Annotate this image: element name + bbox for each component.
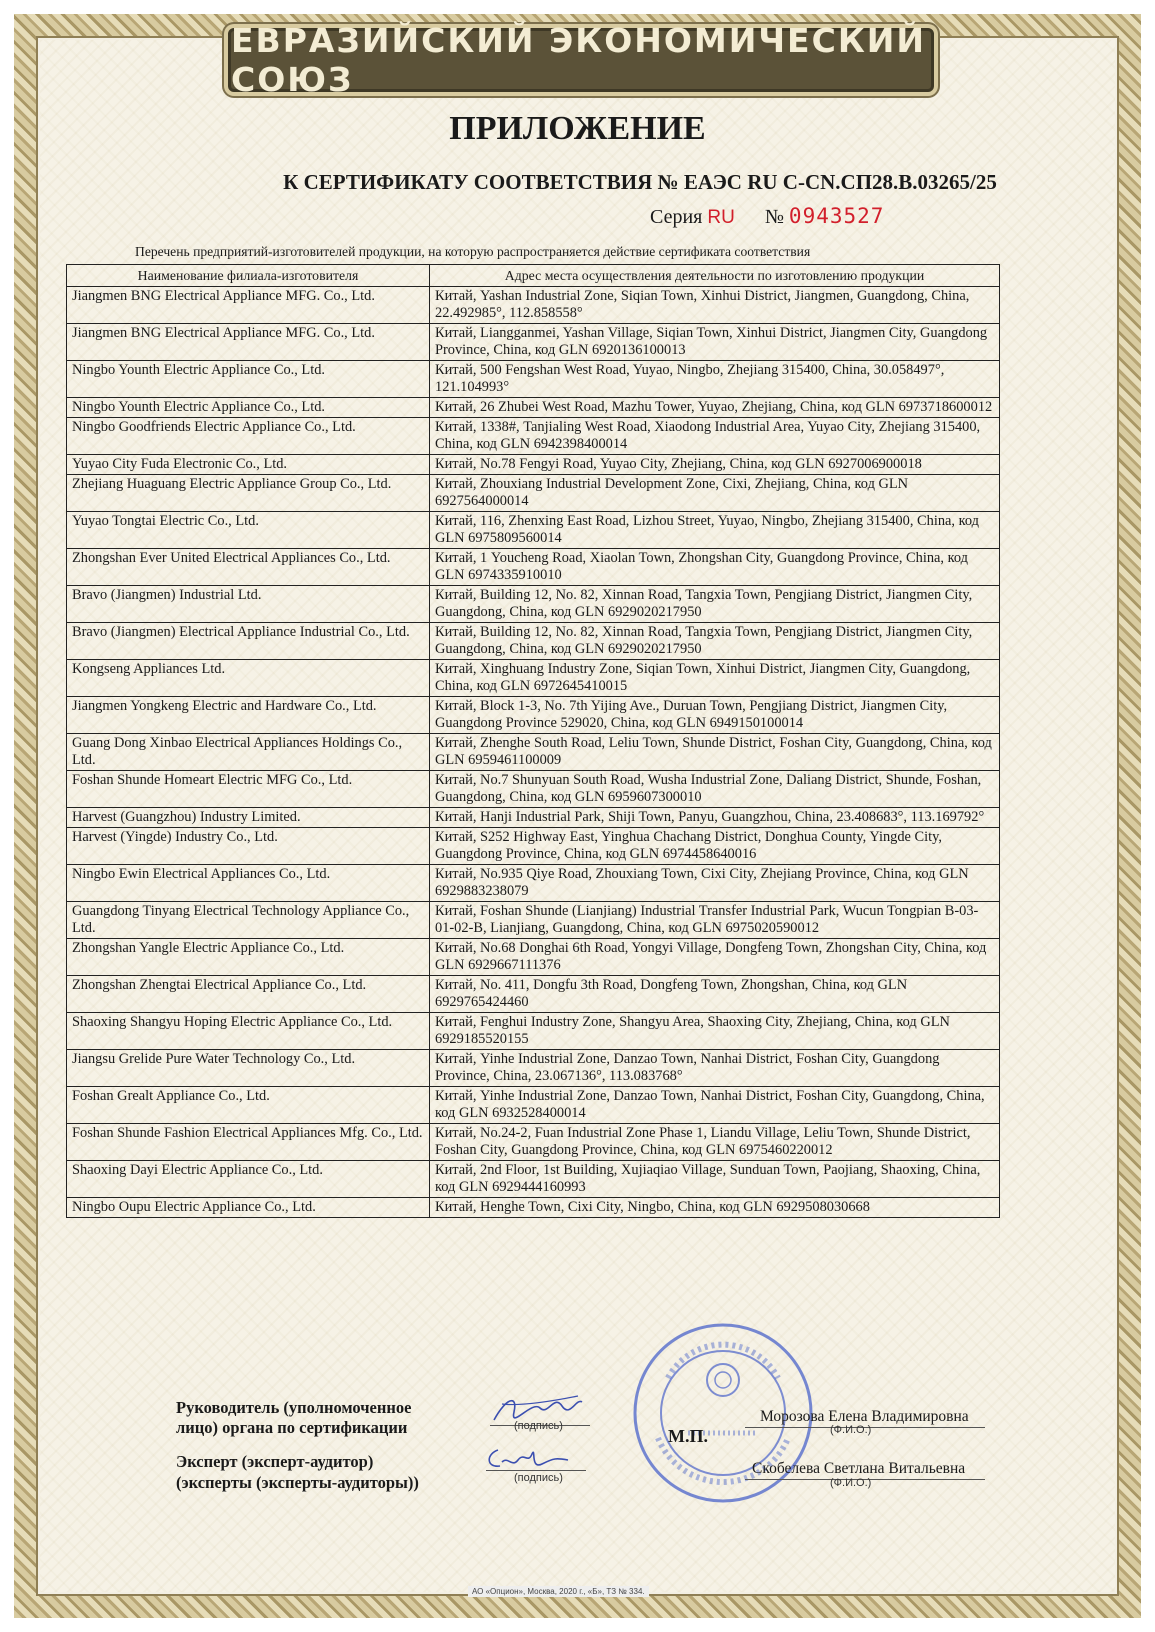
address-cell: Китай, S252 Highway East, Yinghua Chachang District, Donghua County, Yingde City, Guangdong Province, China, код GLN 6974458640016	[430, 828, 1000, 865]
table-row	[67, 808, 1000, 828]
branch-name-cell: Foshan Shunde Homeart Electric MFG Co., Ltd.	[67, 771, 430, 808]
address-cell: Китай, 26 Zhubei West Road, Mazhu Tower, Yuyao, Zhejiang, China, код GLN 6973718600012	[430, 398, 1000, 418]
manufacturers-table	[66, 264, 1000, 1218]
address-cell: Китай, No.78 Fengyi Road, Yuyao City, Zhejiang, China, код GLN 6927006900018	[430, 455, 1000, 475]
address-cell: Китай, Henghe Town, Cixi City, Ningbo, China, код GLN 6929508030668	[430, 1198, 1000, 1218]
expert-label-line1: Эксперт (эксперт-аудитор)	[176, 1452, 374, 1471]
header-address: Адрес места осуществления деятельности по изготовлению продукции	[430, 265, 1000, 287]
branch-name-cell: Ningbo Younth Electric Appliance Co., Ltd.	[67, 361, 430, 398]
table-row	[67, 586, 1000, 623]
address-cell: Китай, 116, Zhenxing East Road, Lizhou Street, Yuyao, Ningbo, Zhejiang 315400, China, код GLN 6975809560014	[430, 512, 1000, 549]
table-row	[67, 660, 1000, 697]
branch-name-cell: Harvest (Yingde) Industry Co., Ltd.	[67, 828, 430, 865]
table-row	[67, 1013, 1000, 1050]
expert-fio-label: (Ф.И.О.)	[830, 1477, 872, 1489]
branch-name-cell: Jiangmen BNG Electrical Appliance MFG. Co., Ltd.	[67, 324, 430, 361]
table-row	[67, 455, 1000, 475]
stamp-place-label: М.П.	[668, 1426, 708, 1446]
branch-name-cell: Ningbo Younth Electric Appliance Co., Ltd.	[67, 398, 430, 418]
address-cell: Китай, Block 1-3, No. 7th Yijing Ave., Duruan Town, Pengjiang District, Jiangmen City, Guangdong Province 529020, China, код GLN 6949150100014	[430, 697, 1000, 734]
table-row	[67, 475, 1000, 512]
series-line	[650, 204, 884, 229]
branch-name-cell: Zhejiang Huaguang Electric Appliance Group Co., Ltd.	[67, 475, 430, 512]
branch-name-cell: Bravo (Jiangmen) Industrial Ltd.	[67, 586, 430, 623]
address-cell: Китай, No.68 Donghai 6th Road, Yongyi Village, Dongfeng Town, Zhongshan City, China, код GLN 6929667111376	[430, 939, 1000, 976]
branch-name-cell: Zhongshan Ever United Electrical Appliances Co., Ltd.	[67, 549, 430, 586]
table-row	[67, 1050, 1000, 1087]
table-row	[67, 512, 1000, 549]
branch-name-cell: Zhongshan Zhengtai Electrical Appliance Co., Ltd.	[67, 976, 430, 1013]
branch-name-cell: Foshan Grealt Appliance Co., Ltd.	[67, 1087, 430, 1124]
table-row	[67, 1124, 1000, 1161]
expert-full-name: Скобелева Светлана Витальевна	[752, 1460, 966, 1477]
table-row	[67, 902, 1000, 939]
branch-name-cell: Jiangmen Yongkeng Electric and Hardware Co., Ltd.	[67, 697, 430, 734]
expert-podpis-label: (подпись)	[514, 1472, 563, 1484]
address-cell: Китай, Yinhe Industrial Zone, Danzao Town, Nanhai District, Foshan City, Guangdong Province, China, 23.067136°, 113.083768°	[430, 1050, 1000, 1087]
printer-imprint: АО «Опцион», Москва, 2020 г., «Б», ТЗ № 334.	[468, 1586, 649, 1597]
branch-name-cell: Jiangsu Grelide Pure Water Technology Co., Ltd.	[67, 1050, 430, 1087]
table-row	[67, 398, 1000, 418]
branch-name-cell: Yuyao City Fuda Electronic Co., Ltd.	[67, 455, 430, 475]
page-title: ПРИЛОЖЕНИЕ	[449, 110, 706, 147]
address-cell: Китай, 2nd Floor, 1st Building, Xujiaqiao Village, Sunduan Town, Paojiang, Shaoxing, China, код GLN 6929444160993	[430, 1161, 1000, 1198]
branch-name-cell: Bravo (Jiangmen) Electrical Appliance Industrial Co., Ltd.	[67, 623, 430, 660]
table-row	[67, 771, 1000, 808]
series-label: Серия	[650, 206, 703, 228]
address-cell: Китай, 1338#, Tanjialing West Road, Xiaodong Industrial Area, Yuyao City, Zhejiang 315400, China, код GLN 6942398400014	[430, 418, 1000, 455]
table-caption: Перечень предприятий-изготовителей продукции, на которую распространяется действие сертификата соответствия	[135, 244, 811, 259]
header-branch-name: Наименование филиала-изготовителя	[67, 265, 430, 287]
table-body	[67, 287, 1000, 1218]
branch-name-cell: Yuyao Tongtai Electric Co., Ltd.	[67, 512, 430, 549]
branch-name-cell: Ningbo Ewin Electrical Appliances Co., Ltd.	[67, 865, 430, 902]
table-row	[67, 976, 1000, 1013]
address-cell: Китай, Liangganmei, Yashan Village, Siqian Town, Xinhui District, Jiangmen City, Guangdong Province, China, код GLN 6920136100013	[430, 324, 1000, 361]
branch-name-cell: Guangdong Tinyang Electrical Technology Appliance Co., Ltd.	[67, 902, 430, 939]
banner-text: ЕВРАЗИЙСКИЙ ЭКОНОМИЧЕСКИЙ СОЮЗ	[231, 21, 927, 99]
expert-label-line2: (эксперты (эксперты-аудиторы))	[176, 1473, 419, 1492]
address-cell: Китай, Hanji Industrial Park, Shiji Town, Panyu, Guangzhou, China, 23.408683°, 113.169792°	[430, 808, 1000, 828]
address-cell: Китай, 500 Fengshan West Road, Yuyao, Ningbo, Zhejiang 315400, China, 30.058497°, 121.104993°	[430, 361, 1000, 398]
address-cell: Китай, Zhouxiang Industrial Development Zone, Cixi, Zhejiang, China, код GLN 6927564000014	[430, 475, 1000, 512]
table-row	[67, 828, 1000, 865]
table-row	[67, 1087, 1000, 1124]
address-cell: Китай, No. 411, Dongfu 3th Road, Dongfeng Town, Zhongshan, China, код GLN 6929765424460	[430, 976, 1000, 1013]
series-code: RU	[707, 207, 735, 228]
table-row	[67, 697, 1000, 734]
head-label-line2: лицо) органа по сертификации	[176, 1418, 408, 1437]
address-cell: Китай, No.24-2, Fuan Industrial Zone Phase 1, Liandu Village, Leliu Town, Shunde District, Foshan City, Guangdong Province, China, код GLN 6975460220012	[430, 1124, 1000, 1161]
address-cell: Китай, Zhenghe South Road, Leliu Town, Shunde District, Foshan City, Guangdong, China, код GLN 6959461100009	[430, 734, 1000, 771]
address-cell: Китай, 1 Youcheng Road, Xiaolan Town, Zhongshan City, Guangdong Province, China, код GLN 6974335910010	[430, 549, 1000, 586]
address-cell: Китай, Building 12, No. 82, Xinnan Road, Tangxia Town, Pengjiang District, Jiangmen City, Guangdong, China, код GLN 6929020217950	[430, 623, 1000, 660]
table-row	[67, 418, 1000, 455]
address-cell: Китай, Building 12, No. 82, Xinnan Road, Tangxia Town, Pengjiang District, Jiangmen City, Guangdong, China, код GLN 6929020217950	[430, 586, 1000, 623]
branch-name-cell: Ningbo Oupu Electric Appliance Co., Ltd.	[67, 1198, 430, 1218]
branch-name-cell: Harvest (Guangzhou) Industry Limited.	[67, 808, 430, 828]
table-row	[67, 734, 1000, 771]
table-row	[67, 549, 1000, 586]
head-full-name: Морозова Елена Владимировна	[760, 1408, 969, 1425]
address-cell: Китай, Foshan Shunde (Lianjiang) Industrial Transfer Industrial Park, Wucun Tongpian B-03-01-02-B, Lianjiang, Guangdong, China, код GLN 6975020590012	[430, 902, 1000, 939]
branch-name-cell: Kongseng Appliances Ltd.	[67, 660, 430, 697]
address-cell: Китай, Yinhe Industrial Zone, Danzao Town, Nanhai District, Foshan City, Guangdong, China, код GLN 6932528400014	[430, 1087, 1000, 1124]
table-row	[67, 287, 1000, 324]
table-row	[67, 1161, 1000, 1198]
branch-name-cell: Ningbo Goodfriends Electric Appliance Co., Ltd.	[67, 418, 430, 455]
number-label: №	[764, 206, 784, 228]
table-row	[67, 623, 1000, 660]
table-row	[67, 865, 1000, 902]
address-cell: Китай, Xinghuang Industry Zone, Siqian Town, Xinhui District, Jiangmen City, Guangdong, China, код GLN 6972645410015	[430, 660, 1000, 697]
table-row	[67, 1198, 1000, 1218]
branch-name-cell: Zhongshan Yangle Electric Appliance Co., Ltd.	[67, 939, 430, 976]
branch-name-cell: Guang Dong Xinbao Electrical Appliances Holdings Co., Ltd.	[67, 734, 430, 771]
branch-name-cell: Shaoxing Shangyu Hoping Electric Appliance Co., Ltd.	[67, 1013, 430, 1050]
address-cell: Китай, No.7 Shunyuan South Road, Wusha Industrial Zone, Daliang District, Shunde, Foshan, Guangdong, China, код GLN 6959607300010	[430, 771, 1000, 808]
branch-name-cell: Foshan Shunde Fashion Electrical Appliances Mfg. Co., Ltd.	[67, 1124, 430, 1161]
certificate-subtitle: К СЕРТИФИКАТУ СООТВЕТСТВИЯ № ЕАЭС RU С-CN.СП28.В.03265/25	[283, 170, 997, 194]
table-row	[67, 324, 1000, 361]
union-banner	[228, 21, 934, 99]
expert-sign-line	[486, 1470, 586, 1471]
table-row	[67, 361, 1000, 398]
head-podpis-label: (подпись)	[514, 1420, 563, 1432]
address-cell: Китай, Yashan Industrial Zone, Siqian Town, Xinhui District, Jiangmen, Guangdong, China, 22.492985°, 112.858558°	[430, 287, 1000, 324]
table-header-row	[67, 265, 1000, 287]
address-cell: Китай, Fenghui Industry Zone, Shangyu Area, Shaoxing City, Zhejiang, China, код GLN 6929185520155	[430, 1013, 1000, 1050]
branch-name-cell: Shaoxing Dayi Electric Appliance Co., Ltd.	[67, 1161, 430, 1198]
head-label-line1: Руководитель (уполномоченное	[176, 1398, 412, 1417]
blank-number: 0943527	[788, 204, 885, 228]
address-cell: Китай, No.935 Qiye Road, Zhouxiang Town, Cixi City, Zhejiang Province, China, код GLN 6929883238079	[430, 865, 1000, 902]
table-row	[67, 939, 1000, 976]
branch-name-cell: Jiangmen BNG Electrical Appliance MFG. Co., Ltd.	[67, 287, 430, 324]
head-fio-label: (Ф.И.О.)	[830, 1424, 872, 1436]
